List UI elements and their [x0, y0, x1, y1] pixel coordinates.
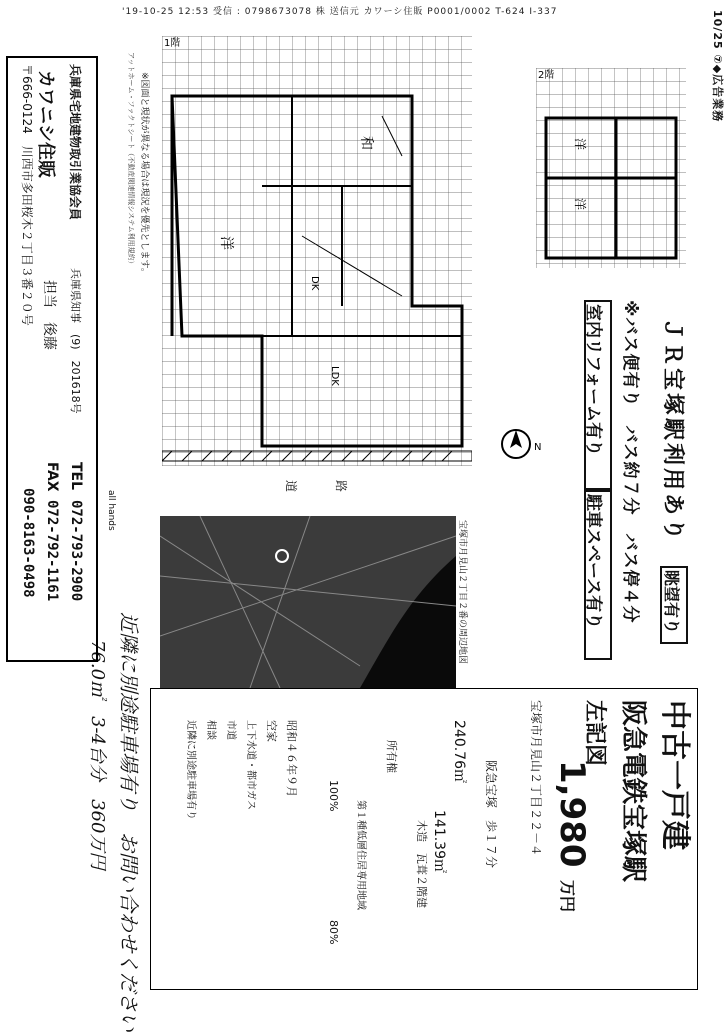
headline-view: 眺望有り: [662, 570, 681, 635]
headline-access: ＪＲ宝塚駅利用あり: [660, 318, 685, 544]
agent-name: カワニシ住販: [35, 70, 56, 178]
floor-plan-2f: [536, 68, 686, 268]
title-structure: 木造 瓦葺２階建: [415, 820, 428, 908]
title-type: 中古一戸建: [657, 700, 692, 850]
compass-north: N: [534, 442, 542, 453]
title-label: 左記図: [582, 700, 607, 767]
headline-parking: 駐車スペース有り: [583, 494, 603, 630]
agent-license: 兵庫県知事 (9) 201618号: [69, 268, 82, 414]
title-station: 阪急宝塚 歩１７分: [484, 760, 498, 869]
agent-mobile: 090-8163-0498: [20, 488, 36, 598]
agent-fax-label: FAX: [44, 462, 60, 492]
title-floor-ratio: 80%: [327, 920, 340, 945]
agent-tel: 072-793-2900: [68, 500, 84, 602]
plan-2f-label: 2階: [538, 70, 555, 81]
title-price: 1,980: [552, 760, 592, 868]
title-coverage: 100%: [327, 780, 340, 812]
title-status: 空家: [265, 720, 278, 742]
plan-note: ※図面と現状が異なる場合は現況を優先とします。: [139, 72, 149, 277]
compass: [496, 424, 546, 474]
road-label-a: 道: [284, 480, 298, 493]
title-line: 阪急電鉄宝塚駅: [618, 700, 648, 883]
plan-room-dk: DK: [309, 276, 320, 291]
agent-address: 〒666-0124 川西市多田桜木２丁目３番２０号: [20, 64, 34, 326]
title-road: 市道: [225, 720, 236, 740]
title-building-area: 141.39㎡: [431, 810, 447, 873]
area-map-image: [160, 516, 456, 688]
map-caption: 宝塚市月見山２丁目２番の周辺地図: [457, 520, 467, 665]
agent-manager: 担当 後藤: [41, 280, 57, 350]
plan-room-ldk: LDK: [329, 366, 340, 386]
title-land-area: 240.76㎡: [451, 720, 467, 783]
agent-tel-label: TEL: [68, 462, 84, 491]
plan-1f-label: 1階: [164, 38, 181, 49]
title-address: 宝塚市月見山２丁目２２－４: [529, 700, 543, 857]
title-price-unit: 万円: [558, 880, 577, 913]
plan-room-western: 洋: [218, 236, 234, 250]
fax-edge-stamp: 10/25 ⑦◆広告業務: [711, 10, 724, 123]
plan-2f-room-b: 洋: [573, 198, 587, 211]
floor-plan-1f: [162, 36, 472, 476]
area-map: [160, 516, 456, 688]
agent-logo: all hands: [106, 490, 116, 531]
agent-association: 兵庫県宅地建物取引業協会員: [68, 64, 82, 221]
title-built: 昭和４６年９月: [285, 720, 298, 797]
road-label-b: 路: [334, 480, 348, 493]
headline-reform: 室内リフォーム有り: [583, 304, 603, 457]
title-zoning: 第１種低層住居専用地域: [355, 800, 366, 910]
fax-header: '19-10-25 12:53 受信 : 0798673078 株 送信元 カワーシ住販 P0001/0002 T-624 I-337: [122, 7, 558, 17]
handwritten-note: 近隣に別途駐車場有り お問い合わせください: [117, 612, 141, 1032]
headline-bus: ※バス便有り バス約７分 バス停４分: [620, 300, 640, 624]
plan-2f-room-a: 洋: [573, 138, 587, 151]
plan-room-japanese: 和: [358, 136, 374, 150]
agent-fax: 072-792-1161: [44, 500, 60, 602]
handwritten-detail: 76.0㎡ 3-4台分 360万円: [87, 640, 108, 870]
title-water: 上下水道・都市ガス: [245, 720, 256, 810]
side-note: アットホーム・ファクトシート（不動産関連情報システム利用規約）: [127, 52, 135, 268]
title-delivery: 相談: [205, 720, 216, 740]
title-land-rights: 所有権: [385, 740, 398, 773]
title-remarks: 近隣に別途駐車場有り: [185, 720, 196, 820]
